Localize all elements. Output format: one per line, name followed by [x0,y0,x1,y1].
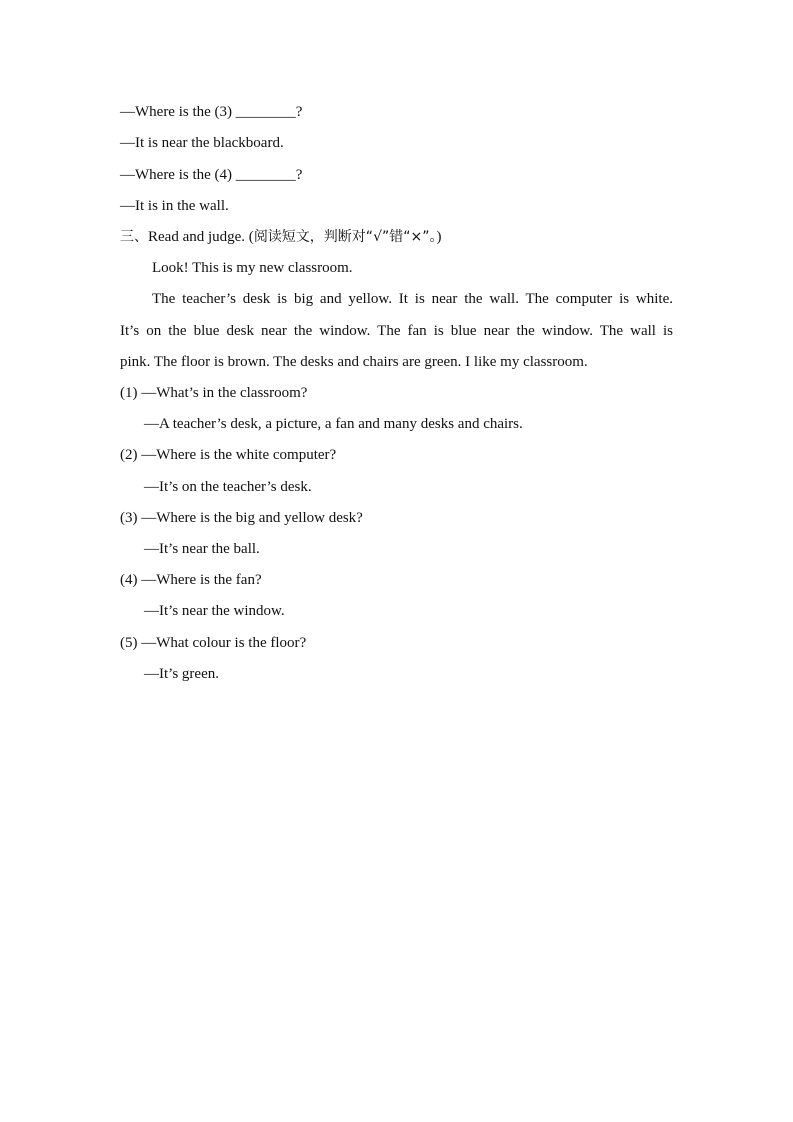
passage-line: Look! This is my new classroom. [152,260,353,276]
question-text: (4) —Where is the fan? [120,572,262,588]
answer-text: —A teacher’s desk, a picture, a fan and many desks and chairs. [144,416,523,432]
section-number: 三、 [120,229,148,245]
passage-line: The teacher’s desk is big and yellow. It is near the wall. The computer is white. [152,291,673,307]
passage-line: pink. The floor is brown. The desks and chairs are green. I like my classroom. [120,354,588,370]
answer-text: —It’s green. [144,666,219,682]
question-text: (3) —Where is the big and yellow desk? [120,510,363,526]
answer-text: —It’s on the teacher’s desk. [144,479,312,495]
dialogue-line: —Where is the (4) ________? [120,167,303,183]
section-close: ) [436,229,442,245]
question-text: (2) —Where is the white computer? [120,447,337,463]
passage-line: It’s on the blue desk near the window. The fan is blue near the window. The wall is [120,323,673,339]
question-text: (5) —What colour is the floor? [120,635,307,651]
dialogue-line: —Where is the (3) ________? [120,104,303,120]
answer-text: —It’s near the window. [144,603,285,619]
dialogue-line: —It is in the wall. [120,198,229,214]
dialogue-line: —It is near the blackboard. [120,135,284,151]
answer-text: —It’s near the ball. [144,541,260,557]
section-title: Read and judge. ( [148,229,254,245]
question-text: (1) —What’s in the classroom? [120,385,308,401]
section-heading [120,227,680,247]
section-instruction: 阅读短文，判断对“√”错“×”。 [253,229,437,245]
